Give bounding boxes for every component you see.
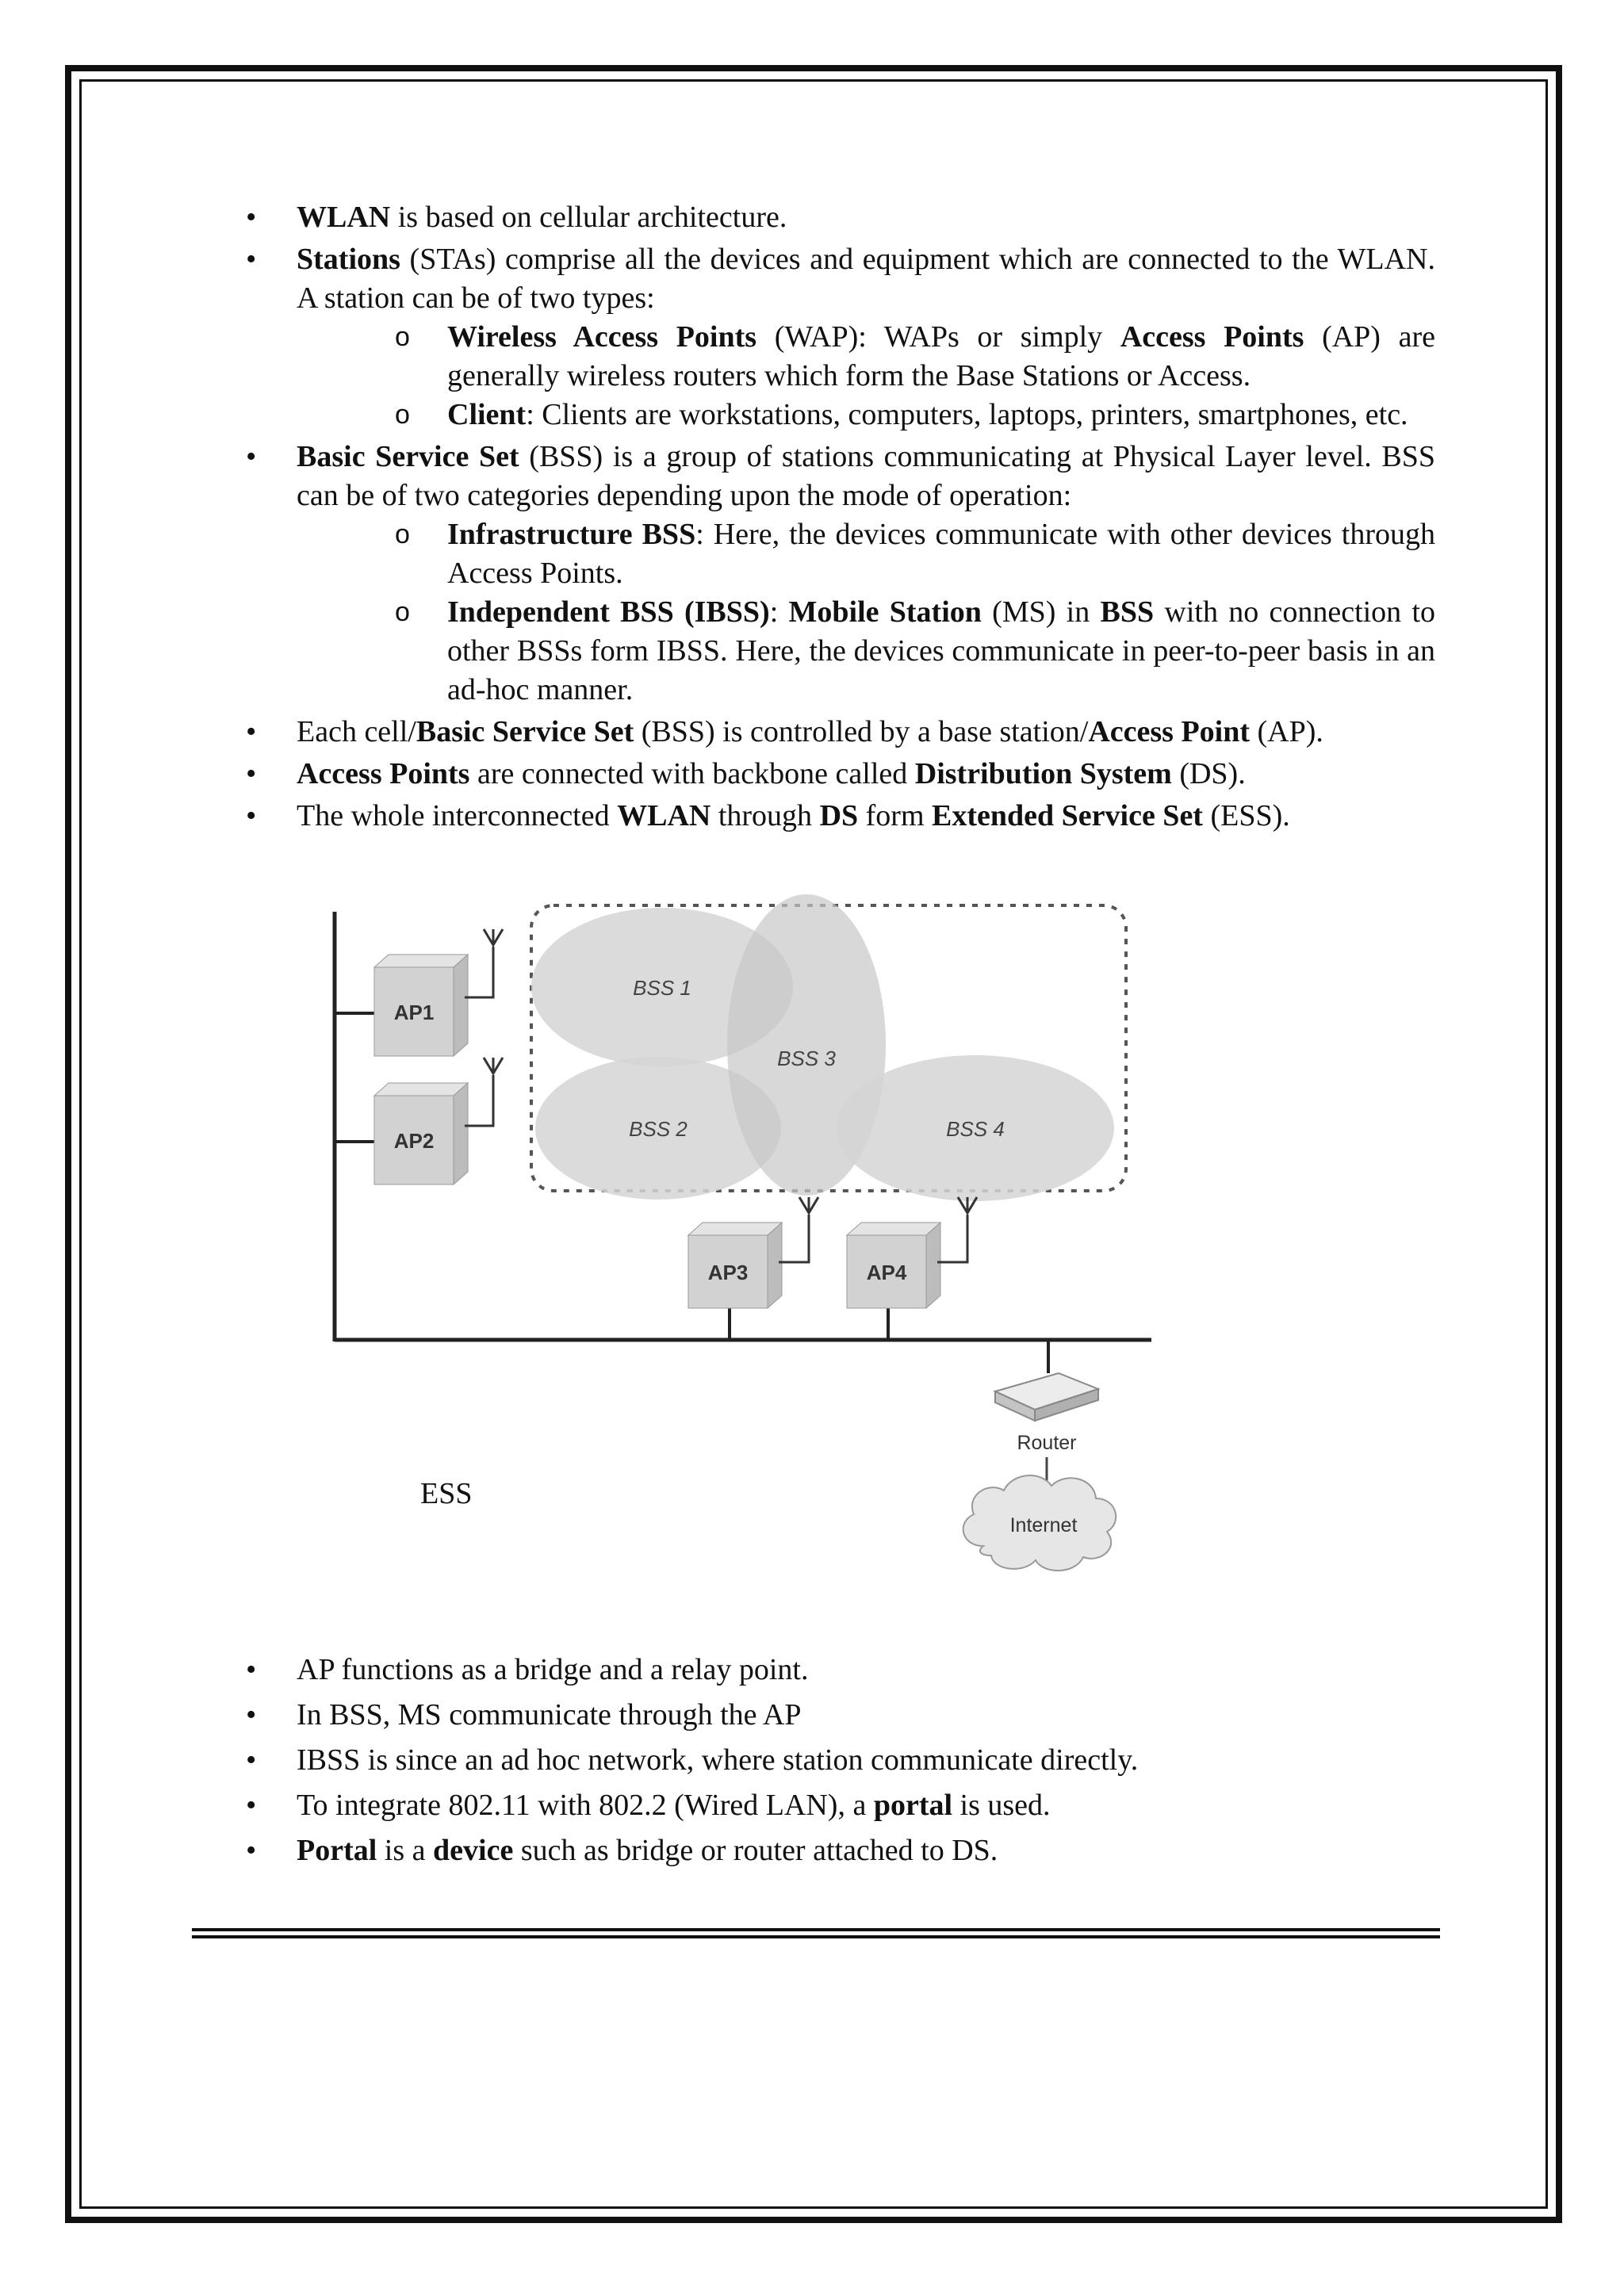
ess-diagram bbox=[317, 888, 1158, 1625]
ap1-label: AP1 bbox=[393, 1001, 435, 1024]
list-item: • WLAN is based on cellular architecture. bbox=[246, 198, 1435, 237]
sub-list-item: o Infrastructure BSS: Here, the devices communicate with other devices through Access Points. bbox=[297, 515, 1435, 593]
list-item: • In BSS, MS communicate through the AP bbox=[246, 1694, 1435, 1736]
list-item: • IBSS is since an ad hoc network, where station communicate directly. bbox=[246, 1739, 1435, 1781]
list-item: • The whole interconnected WLAN through DS form Extended Service Set (ESS). bbox=[246, 797, 1435, 836]
sub-list-item: o Client: Clients are workstations, computers, laptops, printers, smartphones, etc. bbox=[297, 396, 1435, 434]
list-item: • Portal is a device such as bridge or router attached to DS. bbox=[246, 1830, 1435, 1872]
internet-label: Internet bbox=[1009, 1514, 1078, 1536]
bss1-label: BSS 1 bbox=[633, 976, 691, 1000]
ap1-device bbox=[335, 929, 503, 1056]
ap3-device bbox=[688, 1197, 818, 1340]
list-item: • Stations (STAs) comprise all the devices and equipment which are connected to the WLAN. A station can be of two types: o Wireless Access Points (WAP): WAPs or simply Access Points (AP) are generally wireless routers which form the Base Stations or Access. o Client: Clients are workstations, computers, laptops, printers, smartphones, etc. bbox=[246, 240, 1435, 434]
ap3-label: AP3 bbox=[707, 1261, 749, 1284]
list-item: • To integrate 802.11 with 802.2 (Wired LAN), a portal is used. bbox=[246, 1785, 1435, 1827]
list-item: • AP functions as a bridge and a relay point. bbox=[246, 1649, 1435, 1691]
bottom-bullet-list bbox=[246, 1649, 1435, 1875]
router-label: Router bbox=[1017, 1432, 1077, 1454]
list-item: • Each cell/Basic Service Set (BSS) is controlled by a base station/Access Point (AP). bbox=[246, 713, 1435, 752]
footer-rule-bottom bbox=[192, 1935, 1440, 1938]
ap2-device bbox=[335, 1058, 503, 1184]
bss3-label: BSS 3 bbox=[777, 1047, 836, 1070]
footer-rule-top bbox=[192, 1928, 1440, 1931]
ap4-label: AP4 bbox=[866, 1261, 907, 1284]
ap4-device bbox=[847, 1197, 977, 1340]
sub-list-item: o Wireless Access Points (WAP): WAPs or simply Access Points (AP) are generally wireless routers which form the Base Stations or Access. bbox=[297, 318, 1435, 396]
router-device bbox=[995, 1340, 1098, 1484]
diagram-caption: ESS bbox=[420, 1477, 473, 1510]
ap2-label: AP2 bbox=[393, 1129, 435, 1153]
bss4-label: BSS 4 bbox=[946, 1117, 1005, 1141]
list-item: • Access Points are connected with backbone called Distribution System (DS). bbox=[246, 755, 1435, 794]
sub-list-item: o Independent BSS (IBSS): Mobile Station (MS) in BSS with no connection to other BSSs form IBSS. Here, the devices communicate in peer-to-peer basis in an ad-hoc manner. bbox=[297, 593, 1435, 710]
bss2-label: BSS 2 bbox=[629, 1117, 688, 1141]
list-item: • Basic Service Set (BSS) is a group of stations communicating at Physical Layer level. BSS can be of two categories depending upon the mode of operation: o Infrastructure BSS: Here, the devices communicate with other devices through Access Points. o Independent BSS (IBSS): Mobile Station (MS) in BSS with no connection to other BSSs form IBSS. Here, the devices communicate in peer-to-peer basis in an ad-hoc manner. bbox=[246, 438, 1435, 710]
internet-cloud bbox=[963, 1475, 1116, 1571]
top-bullet-list bbox=[246, 198, 1435, 839]
